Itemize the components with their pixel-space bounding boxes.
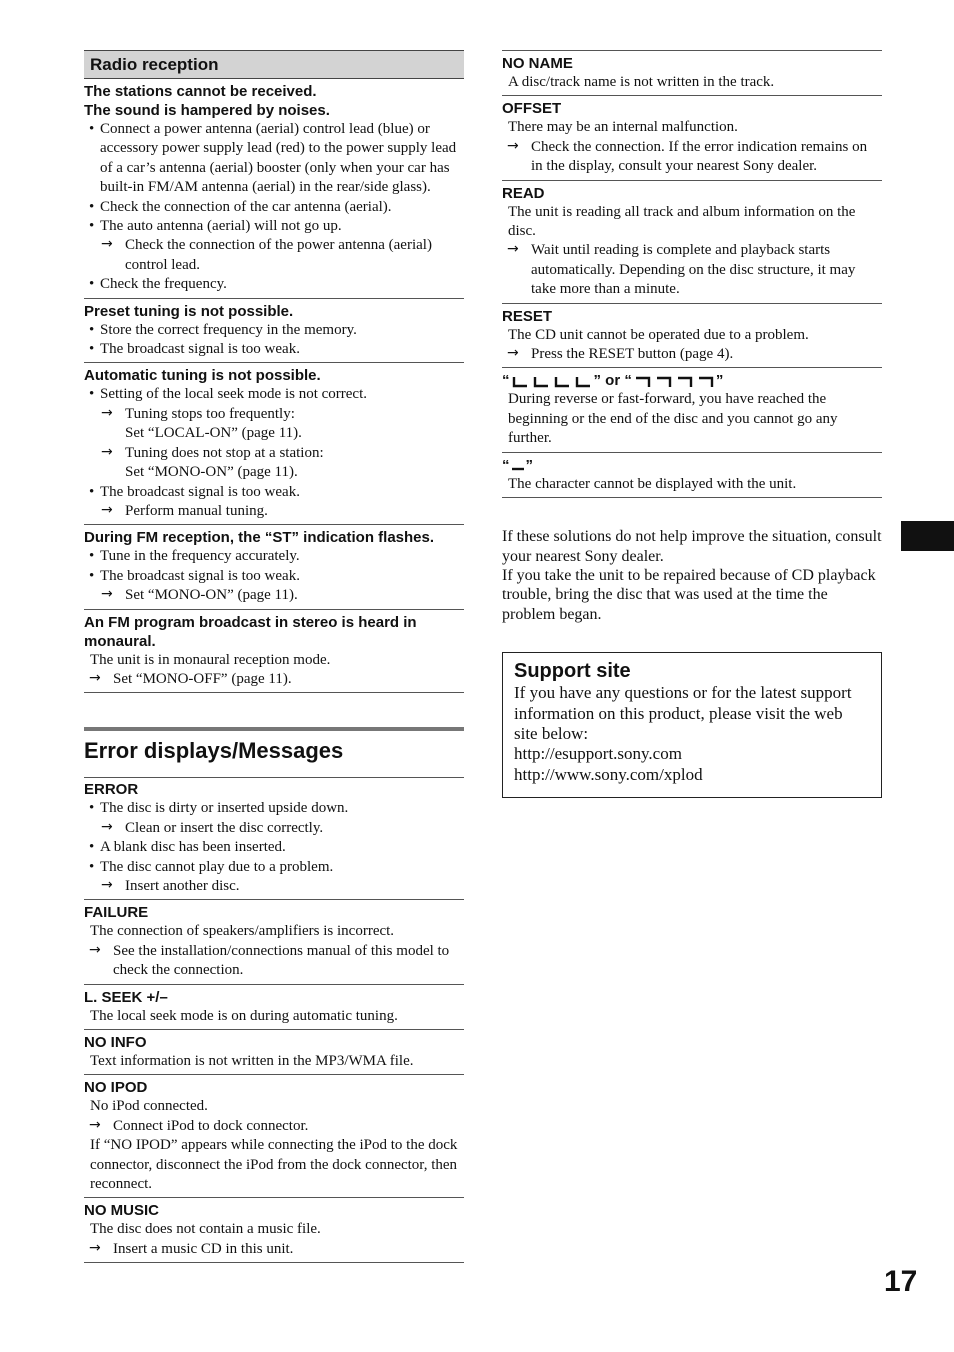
bullet-item: • A blank disc has been inserted. [84, 838, 464, 857]
entry-text: The unit is reading all track and album information on the disc. [508, 203, 856, 240]
remedy-item: → Tuning stops too frequently: [84, 405, 464, 424]
entry-heading: The stations cannot be received. [84, 83, 317, 100]
remedy-item: → Clean or insert the disc correctly. [84, 819, 464, 838]
entry-stereo-monaural [84, 610, 464, 694]
or-text: or [601, 372, 625, 390]
bullet-item: • Tune in the frequency accurately. [84, 547, 464, 566]
closing-notes [502, 527, 882, 624]
remedy-item: → Insert a music CD in this unit. [84, 1240, 464, 1259]
entry-heading: ERROR [84, 781, 139, 799]
remedy-item: → Check the connection of the power antenna (aerial) control lead. [84, 236, 464, 275]
entry-text: There may be an internal malfunction. [508, 119, 738, 136]
closing-paragraph: If you take the unit to be repaired because of CD playback trouble, bring the disc that was used at the time the problem began. [502, 566, 876, 623]
entry-l-seek [84, 985, 464, 1030]
support-url-link[interactable]: http://esupport.sony.com [514, 744, 682, 764]
entry-no-name [502, 50, 882, 96]
entry-heading [502, 456, 882, 475]
bullet-item: • Connect a power antenna (aerial) control lead (blue) or accessory power supply lead (red) to the power supply lead of a car’s antenna (aerial) booster (only when your car has built-in FM/AM antenna (aerial) in the rear/side glass). [84, 120, 464, 198]
entry-heading: FAILURE [84, 904, 149, 922]
entry-text: A disc/track name is not written in the track. [508, 74, 775, 90]
entry-segment-glyphs [502, 368, 882, 452]
entry-heading: Preset tuning is not possible. [84, 302, 294, 320]
remedy-item: → Set “MONO-ON” (page 11). [84, 586, 464, 605]
remedy-item: → Set “MONO-OFF” (page 11). [84, 670, 464, 689]
bullet-item: • Check the frequency. [84, 275, 464, 294]
entry-text: Text information is not written in the MP3/WMA file. [90, 1053, 414, 1069]
close-quote: ” [593, 372, 601, 390]
entry-no-music [84, 1198, 464, 1263]
entry-text: The local seek mode is on during automatic tuning. [90, 1007, 398, 1024]
entry-reset [502, 304, 882, 369]
remedy-item: → Press the RESET button (page 4). [502, 345, 882, 364]
remedy-item: → Perform manual tuning. [84, 502, 464, 521]
close-quote: ” [715, 372, 724, 390]
support-url-link[interactable]: http://www.sony.com/xplod [514, 764, 703, 784]
entry-heading: RESET [502, 307, 553, 325]
entry-text: The unit is in monaural reception mode. [90, 651, 331, 668]
remedy-item: → Wait until reading is complete and playback starts automatically. Depending on the disc structure, it may take more than a minute. [502, 241, 882, 299]
entry-heading: NO NAME [502, 55, 573, 72]
open-quote: “ [502, 372, 510, 390]
bullet-item: • The broadcast signal is too weak. [84, 567, 464, 586]
entry-text: The character cannot be displayed with the unit. [508, 475, 797, 492]
remedy-detail: Set “LOCAL-ON” (page 11). [125, 425, 302, 442]
entry-heading: An FM program broadcast in stereo is heard in monaural. [84, 613, 417, 650]
bullet-item: • The broadcast signal is too weak. [84, 483, 464, 502]
entry-automatic-tuning [84, 363, 464, 525]
left-column [84, 50, 464, 1263]
entry-text: During reverse or fast-forward, you have reached the beginning or the end of the disc and you cannot go any further. [508, 391, 838, 447]
closing-paragraph: If these solutions do not help improve the situation, consult your nearest Sony dealer. [502, 528, 882, 565]
entry-text: No iPod connected. [90, 1098, 208, 1115]
open-quote: “ [624, 372, 632, 390]
underscore-segment-icon [510, 460, 526, 472]
bullet-item: • Store the correct frequency in the memory. [84, 321, 464, 340]
entry-failure [84, 900, 464, 984]
support-site-box [502, 652, 882, 798]
entry-preset-tuning [84, 299, 464, 364]
bottom-left-segment-glyphs-icon [512, 376, 592, 388]
entry-underscore-glyph [502, 453, 882, 498]
remedy-item: → Check the connection. If the error indication remains on in the display, consult your nearest Sony dealer. [502, 138, 882, 177]
entry-text: The CD unit cannot be operated due to a problem. [508, 326, 809, 343]
open-quote: “ [502, 456, 510, 474]
remedy-item: → Connect iPod to dock connector. [84, 1117, 464, 1136]
entry-error [84, 778, 464, 900]
page-number: 17 [884, 1265, 918, 1298]
entry-heading: Automatic tuning is not possible. [84, 367, 321, 385]
section-heading-radio-reception: Radio reception [84, 50, 464, 79]
support-site-text: If you have any questions or for the latest support information on this product, please visit the web site below: [514, 683, 852, 743]
entry-text: The disc does not contain a music file. [90, 1221, 321, 1238]
entry-heading: L. SEEK +/– [84, 988, 168, 1006]
entry-offset [502, 96, 882, 180]
entry-st-flashes [84, 525, 464, 609]
entry-heading: During FM reception, the “ST” indication flashes. [84, 529, 435, 547]
remedy-detail: Set “MONO-ON” (page 11). [125, 464, 298, 481]
remedy-item: → Tuning does not stop at a station: [84, 444, 464, 463]
entry-no-ipod [84, 1075, 464, 1198]
bullet-item: • The auto antenna (aerial) will not go up. [84, 217, 464, 236]
entry-heading: NO MUSIC [84, 1202, 159, 1220]
bullet-item: • Setting of the local seek mode is not correct. [84, 385, 464, 404]
entry-heading: NO IPOD [84, 1079, 148, 1097]
entry-read [502, 181, 882, 304]
close-quote: ” [525, 456, 533, 474]
entry-heading: NO INFO [84, 1034, 147, 1051]
bullet-item: • The disc is dirty or inserted upside down. [84, 799, 464, 818]
entry-heading: READ [502, 184, 545, 202]
entry-no-info [84, 1030, 464, 1075]
entry-heading: The sound is hampered by noises. [84, 102, 330, 119]
support-site-title: Support site [514, 660, 631, 683]
bullet-item: • The disc cannot play due to a problem. [84, 858, 464, 877]
entry-text: If “NO IPOD” appears while connecting the iPod to the dock connector, disconnect the iPod from the dock connector, then reconnect. [90, 1137, 458, 1193]
remedy-item: → See the installation/connections manual of this model to check the connection. [84, 942, 464, 981]
entry-heading [502, 371, 882, 390]
section-heading-error-displays: Error displays/Messages [84, 727, 464, 778]
top-right-segment-glyphs-icon [634, 376, 714, 388]
section-tab-marker [901, 521, 954, 551]
entry-heading: OFFSET [502, 100, 562, 118]
bullet-item: • The broadcast signal is too weak. [84, 340, 464, 359]
remedy-item: → Insert another disc. [84, 877, 464, 896]
entry-text: The connection of speakers/amplifiers is incorrect. [90, 923, 395, 940]
right-column [502, 50, 882, 798]
entry-stations-not-received [84, 79, 464, 299]
bullet-item: • Check the connection of the car antenna (aerial). [84, 198, 464, 217]
